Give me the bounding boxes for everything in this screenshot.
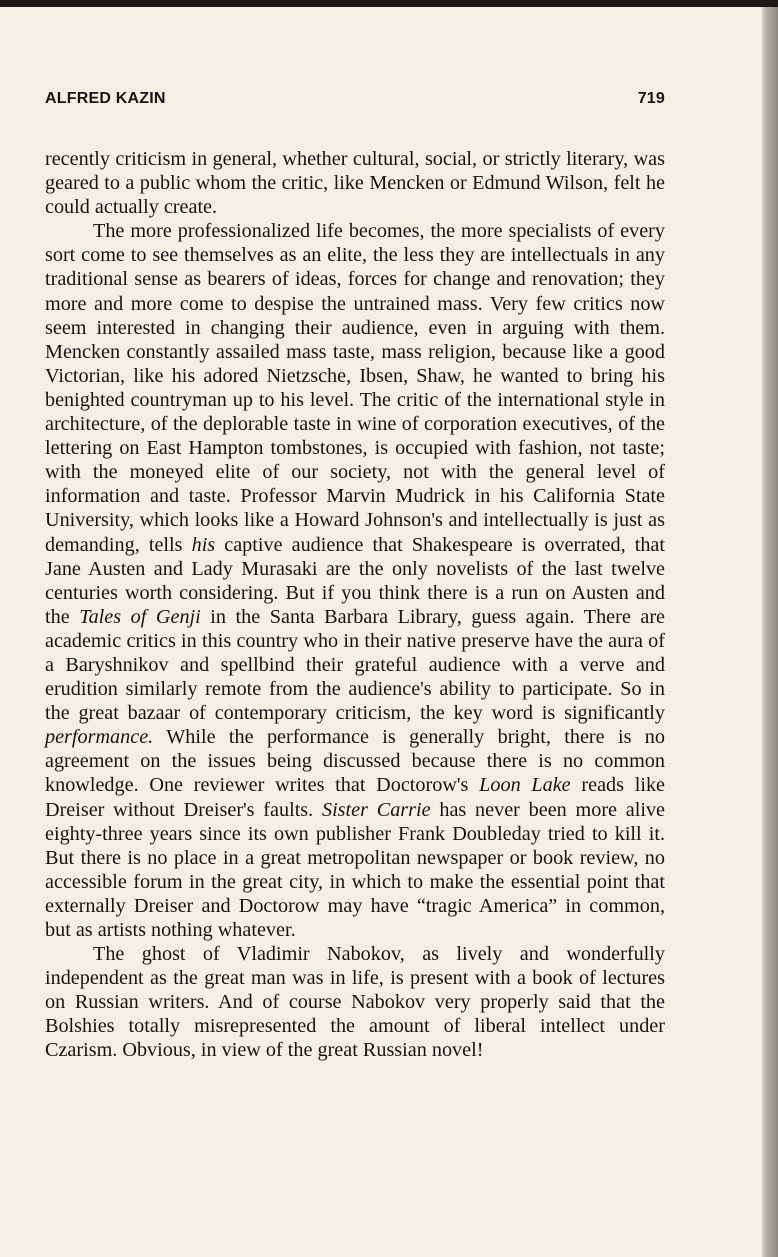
- italic-loon-lake: Loon Lake: [479, 774, 571, 797]
- paragraph-professionalized: [45, 219, 665, 942]
- page-number: 719: [637, 90, 665, 107]
- italic-his: his: [191, 533, 216, 556]
- page-edge-shadow: [762, 7, 778, 1257]
- text-run: While the performance is generally bright, there is no agreement on the issues being discussed because there is no common knowledge. One reviewer writes that Doctorow's: [45, 726, 665, 797]
- text-run: captive audience that Shakespeare is overrated, that Jane Austen and Lady Murasaki are the only novelists of the last twelve centuries worth considering. But if you think there is a run on Austen and the: [45, 533, 665, 628]
- italic-tales-of-genji: Tales of Genji: [79, 605, 201, 628]
- paragraph-continuation: [45, 147, 665, 219]
- italic-performance: performance.: [45, 726, 154, 749]
- text-run: recently criticism in general, whether cultural, social, or strictly literary, was geared to a public whom the critic, like Mencken or Edmund Wilson, felt he could actually create.: [45, 148, 665, 219]
- text-run: reads like Dreiser without Dreiser's faults.: [45, 774, 666, 821]
- text-run: in the Santa Barbara Library, guess again. There are academic critics in this country who in their native preserve have the aura of a Baryshnikov and spellbind their grateful audience with a verve and erudition similarly remote from the audience's ability to participate. So in the great bazaar of contemporary criticism, the key word is significantly: [45, 605, 666, 725]
- running-head: [45, 90, 665, 114]
- paragraph-nabokov: [45, 942, 665, 1062]
- text-run: The more professionalized life becomes, the more specialists of every sort come to see themselves as an elite, the less they are intellectuals in any traditional sense as bearers of ideas, forces for change and renovation; they more and more come to despise the untrained mass. Very few critics now seem interested in changing their audience, even in arguing with them. Mencken constantly assailed mass taste, mass religion, because like a good Victorian, like his adored Nietzsche, Ibsen, Shaw, he wanted to bring his benighted countryman up to his level. The critic of the international style in architecture, of the deplorable taste in wine of corporation executives, of the lettering on East Hampton tombstones, is occupied with fashion, not taste; with the moneyed elite of our society, not with the general level of information and taste. Professor Marvin Mudrick in his California State University, which looks like a Howard Johnson's and intellectually is just as demanding, tells: [45, 220, 665, 556]
- text-run: The ghost of Vladimir Nabokov, as lively and wonderfully independent as the great man was in life, is present with a book of lectures on Russian writers. And of course Nabokov very properly said that the Bolshies totally misrepresented the amount of liberal intellect under Czarism. Obvious, in view of the great Russian novel!: [45, 943, 665, 1062]
- running-head-author: ALFRED KAZIN: [45, 90, 166, 107]
- text-run: has never been more alive eighty-three years since its own publisher Frank Doubleday tried to kill it. But there is no place in a great metropolitan newspaper or book review, no accessible forum in the great city, in which to make the essential point that externally Dreiser and Doctorow may have “tragic America” in common, but as artists nothing whatever.: [45, 798, 666, 941]
- italic-sister-carrie: Sister Carrie: [321, 798, 431, 821]
- scan-top-edge: [0, 0, 778, 7]
- body-text: [45, 147, 665, 1063]
